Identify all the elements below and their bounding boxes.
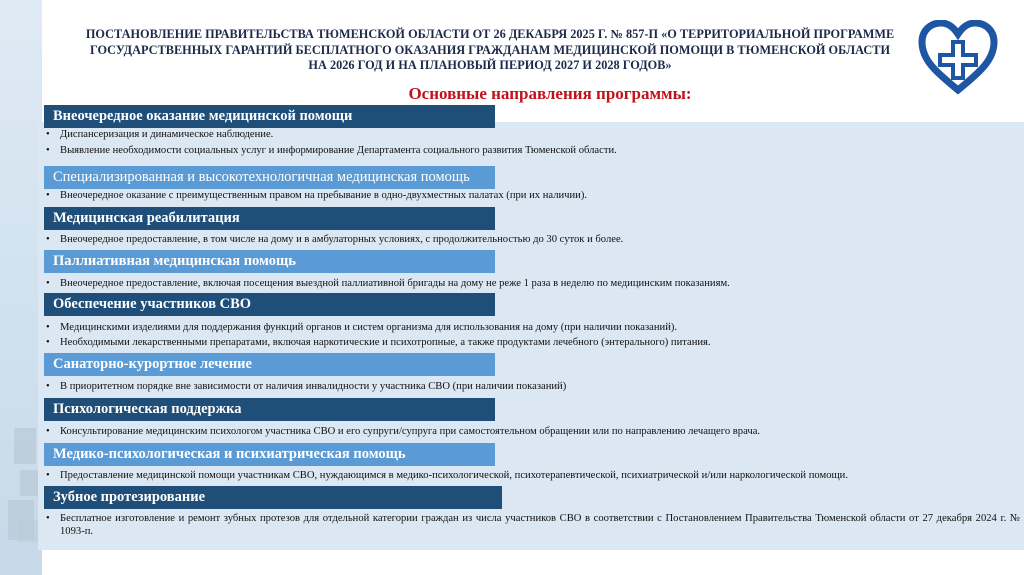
- decorative-square: [20, 470, 38, 496]
- list-item: • В приоритетном порядке вне зависимости от наличия инвалидности у участника СВО (при наличии показаний): [46, 380, 566, 393]
- list-item: • Диспансеризация и динамическое наблюдение.: [46, 128, 273, 141]
- decorative-square: [18, 520, 38, 542]
- list-item: • Медицинскими изделиями для поддержания функций органов и систем организма для использования на дому (при наличии показаний).: [46, 321, 677, 334]
- list-item: • Внеочередное предоставление, включая посещения выездной паллиативной бригады на дому не реже 1 раза в неделю по медицинским показаниям.: [46, 277, 730, 290]
- list-item: • Бесплатное изготовление и ремонт зубных протезов для отдельной категории граждан из числа участников СВО в соответствии с Постановлением Правительства Тюменской области от 27 декабря 2024 г. № 1093-п.: [46, 512, 1020, 538]
- section-heading-palliative-care: Паллиативная медицинская помощь: [44, 250, 495, 273]
- page-subtitle: Основные направления программы:: [408, 84, 692, 103]
- section-heading-sanatorium: Санаторно-курортное лечение: [44, 353, 495, 376]
- section-heading-psychological-support: Психологическая поддержка: [44, 398, 495, 421]
- list-item: • Выявление необходимости социальных услуг и информирование Департамента социального развития Тюменской области.: [46, 144, 617, 157]
- section-heading-psychiatric-care: Медико-психологическая и психиатрическая помощь: [44, 443, 495, 466]
- list-item: • Необходимыми лекарственными препаратами, включая наркотические и психотропные, а также продуктами лечебного (энтерального) питания.: [46, 336, 711, 349]
- list-item: • Внеочередное оказание с преимущественным правом на пребывание в одно-двухместных палатах (при их наличии).: [46, 189, 587, 202]
- section-heading-rehabilitation: Медицинская реабилитация: [44, 207, 495, 230]
- heart-cross-logo-icon: [918, 20, 998, 96]
- section-heading-svo-supply: Обеспечение участников СВО: [44, 293, 495, 316]
- decorative-square: [14, 428, 36, 464]
- list-item: • Консультирование медицинским психологом участника СВО и его супруги/супруга при самостоятельном обращении или по направлению лечащего врача.: [46, 425, 760, 438]
- section-heading-dental-prosthetics: Зубное протезирование: [44, 486, 502, 509]
- section-heading-urgent-care: Внеочередное оказание медицинской помощи: [44, 105, 495, 128]
- section-heading-specialized-care: Специализированная и высокотехнологичная медицинская помощь: [44, 166, 495, 189]
- list-item: • Внеочередное предоставление, в том числе на дому и в амбулаторных условиях, с продолжительностью до 30 суток и более.: [46, 233, 623, 246]
- list-item: • Предоставление медицинской помощи участникам СВО, нуждающимся в медико-психологической, психотерапевтической, психиатрической и/или наркологической помощи.: [46, 469, 848, 482]
- document-title: ПОСТАНОВЛЕНИЕ ПРАВИТЕЛЬСТВА ТЮМЕНСКОЙ ОБЛАСТИ ОТ 26 ДЕКАБРЯ 2025 Г. № 857-П «О ТЕРРИТОРИАЛЬНОЙ ПРОГРАММЕ ГОСУДАРСТВЕННЫХ ГАРАНТИЙ БЕСПЛАТНОГО ОКАЗАНИЯ ГРАЖДАНАМ МЕДИЦИНСКОЙ ПОМОЩИ В ТЮМЕНСКОЙ ОБЛАСТИ НА 2026 ГОД И НА ПЛАНОВЫЙ ПЕРИОД 2027 И 2028 ГОДОВ»: [85, 27, 895, 72]
